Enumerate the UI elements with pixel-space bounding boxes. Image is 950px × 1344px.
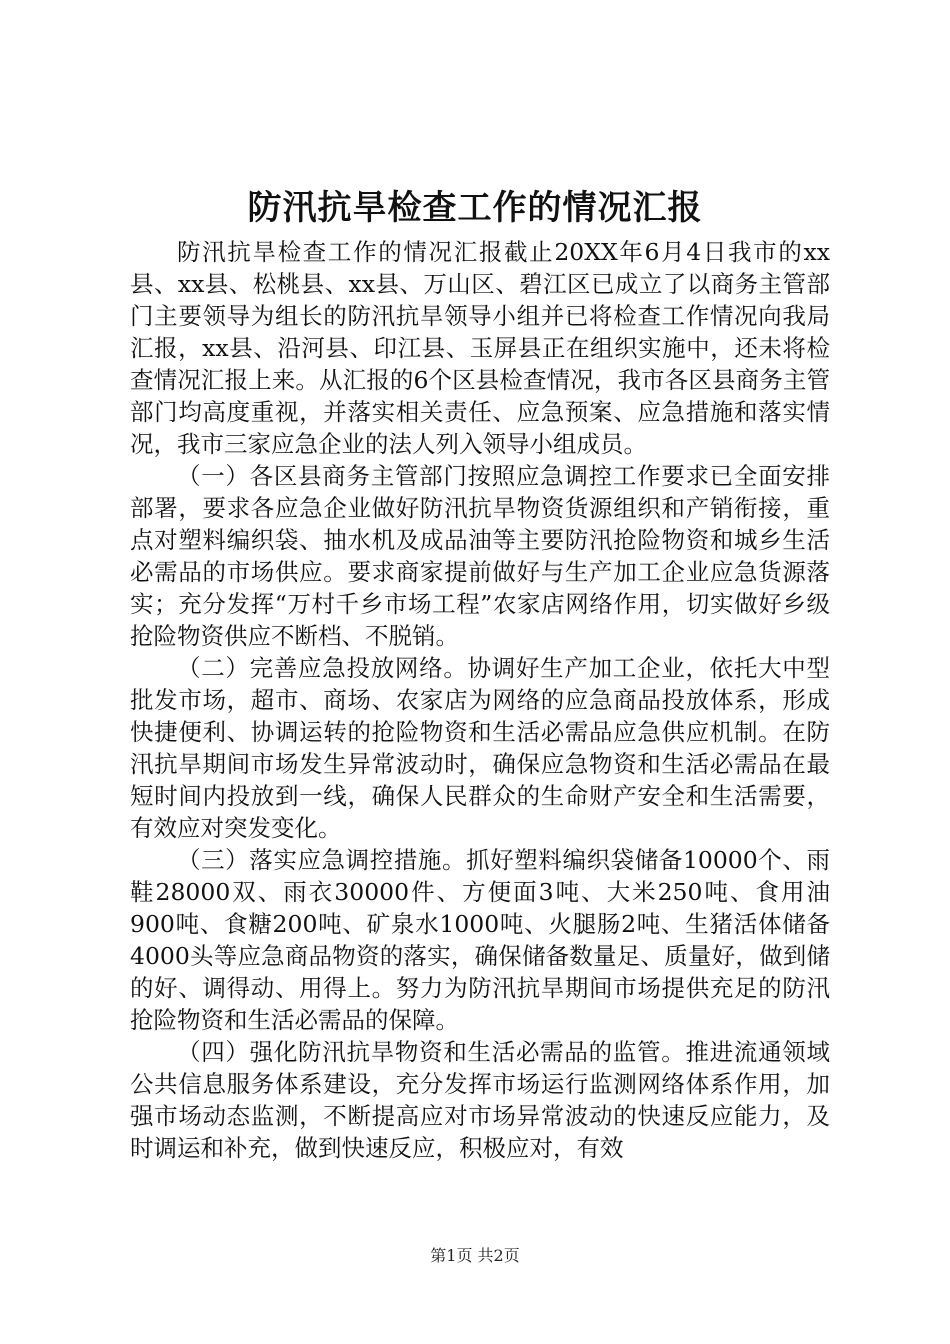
- paragraph-section-4: （四）强化防汛抗旱物资和生活必需品的监管。推进流通领域公共信息服务体系建设，充分发挥市场运行监测网络体系作用，加强市场动态监测，不断提高应对市场异常波动的快速反应能力，及时调运和补充，做到快速反应，积极应对，有效: [130, 1038, 830, 1162]
- paragraph-section-2: （二）完善应急投放网络。协调好生产加工企业，依托大中型批发市场，超市、商场、农家店为网络的应急商品投放体系，形成快捷便利、协调运转的抢险物资和生活必需品应急供应机制。在防汛抗旱期间市场发生异常波动时，确保应急物资和生活必需品在最短时间内投放到一线，确保人民群众的生命财产安全和生活需要，有效应对突发变化。: [130, 654, 830, 842]
- paragraph-section-3: （三）落实应急调控措施。抓好塑料编织袋储备10000个、雨鞋28000双、雨衣30000件、方便面3吨、大米250吨、食用油900吨、食糖200吨、矿泉水1000吨、火腿肠2吨、生猪活体储备4000头等应急商品物资的落实，确保储备数量足、质量好，做到储的好、调得动、用得上。努力为防汛抗旱期间市场提供充足的防汛抢险物资和生活必需品的保障。: [130, 846, 830, 1034]
- document-title: 防汛抗旱检查工作的情况汇报: [247, 188, 703, 228]
- page-number-footer: 第1页 共2页: [430, 1246, 520, 1265]
- document-body: [130, 236, 830, 1164]
- paragraph-intro: 防汛抗旱检查工作的情况汇报截止20XX年6月4日我市的xx县、xx县、松桃县、xx县、万山区、碧江区已成立了以商务主管部门主要领导为组长的防汛抗旱领导小组并已将检查工作情况向我局汇报，xx县、沿河县、印江县、玉屏县正在组织实施中，还未将检查情况汇报上来。从汇报的6个区县检查情况，我市各区县商务主管部门均高度重视，并落实相关责任、应急预案、应急措施和落实情况，我市三家应急企业的法人列入领导小组成员。: [130, 238, 830, 458]
- paragraph-section-1: （一）各区县商务主管部门按照应急调控工作要求已全面安排部署，要求各应急企业做好防汛抗旱物资货源组织和产销衔接，重点对塑料编织袋、抽水机及成品油等主要防汛抢险物资和城乡生活必需品的市场供应。要求商家提前做好与生产加工企业应急货源落实；充分发挥“万村千乡市场工程”农家店网络作用，切实做好乡级抢险物资供应不断档、不脱销。: [130, 462, 830, 650]
